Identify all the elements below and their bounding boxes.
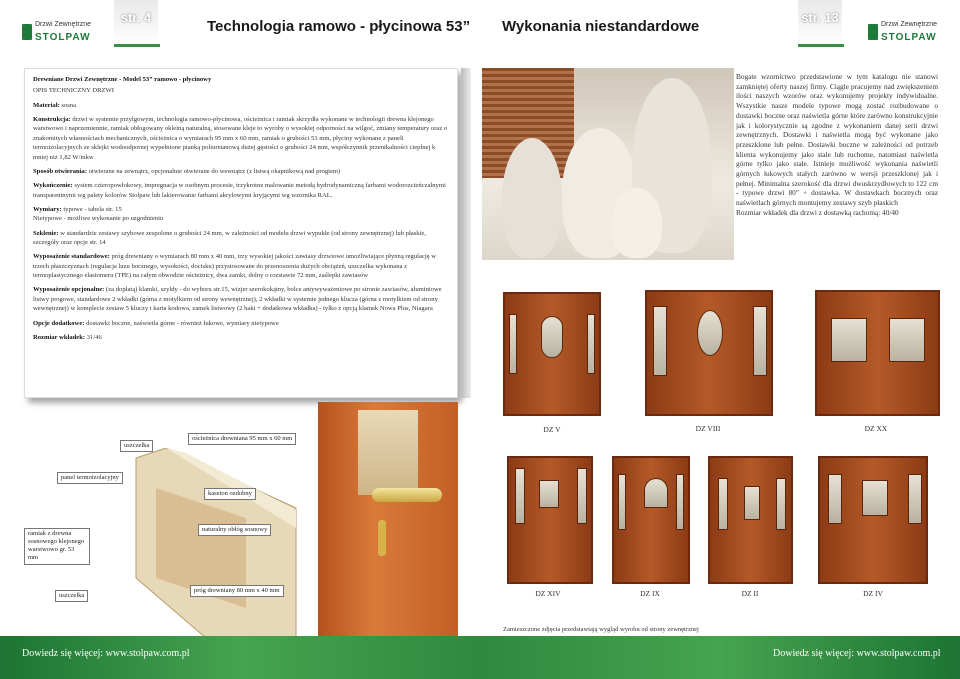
accent-line — [114, 44, 160, 47]
left-page-title: Technologia ramowo - płycinowa 53” — [207, 18, 471, 35]
door-dz-iv — [818, 456, 928, 584]
accent-line — [798, 44, 844, 47]
spec-title: Drewniane Drzwi Zewnętrzne - Model 53” ramowo - płycinowy — [33, 76, 212, 83]
technical-spec-card — [24, 68, 458, 398]
spec-glazing: Szklenie: w standardzie zestawy szybowe zespolone o grubości 24 mm, w zależności od modelu drzwi wypukłe (od strony zewnętrznej) lub płaskie, szczegóły oraz opcje str. 14 — [33, 229, 426, 247]
door-dz-ix — [612, 456, 690, 584]
spec-opening: Sposób otwierania: otwierane na zewnątrz, opcjonalnie otwierane do wewnątrz (z listwą okapnikową nad progiem) — [33, 167, 341, 175]
stolpaw-logo-left: Drzwi Zewnętrzne STOLPAW — [22, 22, 100, 42]
footer-link-right[interactable]: Dowiedz się więcej: www.stolpaw.com.pl — [773, 648, 941, 659]
spec-insert-size: Rozmiar wkładek: 31/46 — [33, 333, 102, 341]
door-dz-xiv — [507, 456, 593, 584]
door-label-dz-iv: DZ IV — [863, 589, 883, 598]
label-panel: panel termoizolacyjny — [57, 472, 123, 484]
right-description: Bogate wzornictwo przedstawione w tym katalogu nie stanowi zamkniętej oferty naszej firmy. Ciągle pracujemy nad zwiększeniem ilości naszych wzorów oraz wykonujemy projekty indywidualne. Wszystkie nasze modele typowe mogą zostać rozbudowane o dostawki boczne oraz naświetla górne które zarówno konstrukcyjnie jak i kolorystycznie są zgodne z wykonaniem danej serii drzwi zewnętrznych. Dostawki i naświetla mogą być wykonane jako przeszklone lub pełne. Dostawki boczne w zależności od potrzeb klienta wykonujemy jako stałe lub ruchome, natomiast naświetla górne tylko jako stałe. Istnieje możliwość wykonania naświetli górnych łukowych stałych zarówno w wersji przeszklonej jak i pełnej. Minimalna szerokość dla drzwi dwuskrzydłowych to 122 cm - typowe drzwi 80” + dostawka. W dostawkach bocznych oraz naświetlach górnych montujemy zestawy szyb płaskich Rozmiar wkładek dla drzwi z dostawką rachomą: 40/40 — [736, 72, 938, 217]
spec-finish: Wykończenie: system czteropowłokowy, impregnacja w osobnym procesie, trzykrotne malowanie metodą hydrodynamiczną farbami wodorozcieńczalnymi transparentnymi wg palety kolorów Stolpaw lub lakierowanie farbami akrylowymi kryjącymi wg wzornika RAL. — [33, 182, 446, 199]
label-caisson: kaseton ozdobny — [204, 488, 256, 500]
door-handle-icon — [372, 488, 442, 502]
spec-extra-options: Opcje dodatkowe: dostawki boczne, naświetla górne - również łukowe, wymiary nietypowe — [33, 319, 279, 327]
door-dz-ii — [708, 456, 793, 584]
door-lock-plate — [378, 520, 386, 556]
spec-dimensions: Wymiary: typowe - tabela str. 15 — [33, 205, 122, 213]
door-dz-v — [503, 292, 601, 416]
door-dz-xx — [815, 290, 940, 416]
logo-mark-icon — [868, 24, 878, 40]
right-page-number: str. 13 — [798, 0, 842, 44]
door-label-dz-xiv: DZ XIV — [535, 589, 561, 598]
label-rail: ramiak z drewna sosnowego klejonego warstwowo gr. 53 mm — [24, 528, 90, 565]
page-fold-shadow — [461, 68, 471, 398]
label-frame: ościeżnica drewniana 95 mm x 60 mm — [188, 433, 296, 445]
door-label-dz-viii: DZ VIII — [695, 424, 721, 433]
person-girl — [502, 138, 562, 258]
stolpaw-logo-right: Drzwi Zewnętrzne STOLPAW — [868, 22, 946, 42]
spec-standard-equipment: Wyposażenie standardowe: próg drewniany o wymiarach 80 mm x 40 mm, trzy wysokiej jakości zawiasy drzwiowe umożliwiające płynną regulację w trzech płaszczyznach (regulacja luzu bocznego, wysokości, docisku) przystosowane do przenoszenia dużych obciążeń, uszczelka wykonana z termoplastycznego elastomeru (TPE) na całym obwodzie ościeżnicy, dwa zamki, dolny o rozstawie 72 mm, zaślepki zawiasów — [33, 253, 436, 280]
label-seal-bottom: uszczelka — [55, 590, 88, 602]
photo-caption: Zamieszczone zdjęcia przedstawiają wygląd wyrobu od strony zewnętrznej — [503, 626, 699, 633]
door-label-dz-v: DZ V — [543, 425, 561, 434]
logo-mark-icon — [22, 24, 32, 40]
spec-subtitle: OPIS TECHNICZNY DRZWI — [33, 87, 114, 95]
label-seal-top: uszczelka — [120, 440, 153, 452]
door-label-dz-ii: DZ II — [741, 589, 759, 598]
label-threshold: próg drewniany 80 mm x 40 mm — [190, 585, 284, 597]
spec-optional-equipment: Wyposażenie opcjonalne: (za dopłatą) klamki, szyldy - do wyboru str.15, wizjer szerokokątny, bolce antywyważeniowe po stronie zawiasów, aluminiowe listwy progowe, standardowe 2 wkładki (górna z motylkiem od strony wewnętrznej), 2 wkładki w systemie jednego klucza (górna z motylkiem od strony wewnętrznej) w komplecie zestaw 5 kluczy i karta kodowa, zamek listwowy (2 haki + dodatkowa wkładka) - tylko z opcją klamek Nowa Plus, Niagara — [33, 286, 442, 313]
door-label-dz-xx: DZ XX — [864, 424, 888, 433]
door-glass — [358, 410, 418, 495]
door-profile-diagram — [96, 448, 320, 638]
spec-construction: Konstrukcja: drzwi w systemie przylgowym, technologia ramowo-płycinowa, ościeżnica i ramiak skrzydła wykonane w technologii drewna klejonego warstwowo i naprzemiennie, ramiak obłogowany okleiną naturalną, stosowane kleje to wyroby o wysokiej odporności na wilgoć, zmiany temperatury oraz o znakomitych własnościach mechanicznych, ościeżnica o wymiarach 95 mm x 60 mm, ramiak o grubości 53 mm, płyciny wykonane z paneli termoizolacyjnych ze sklejki wodoodpornej wypełnione pianką poliuretanową dużej gęstości o grubości 24 mm, współczynnik przenikalności cieplnej k mniej niż 1,82 W/mkw — [33, 116, 448, 161]
door-dz-viii — [645, 290, 773, 416]
spec-material: Materiał: sosna — [33, 101, 77, 109]
label-veneer: naturalny obłóg sosnowy — [198, 524, 271, 536]
right-page-title: Wykonania niestandardowe — [502, 18, 700, 35]
person-boy — [612, 188, 662, 258]
door-label-dz-ix: DZ IX — [640, 589, 660, 598]
footer-link-left[interactable]: Dowiedz się więcej: www.stolpaw.com.pl — [22, 648, 190, 659]
spec-dimensions-nonstandard: Nietypowe - możliwe wykonanie po uzgodnieniu — [33, 215, 164, 223]
family-photo — [482, 68, 734, 260]
left-page-number: str. 4 — [114, 0, 158, 44]
